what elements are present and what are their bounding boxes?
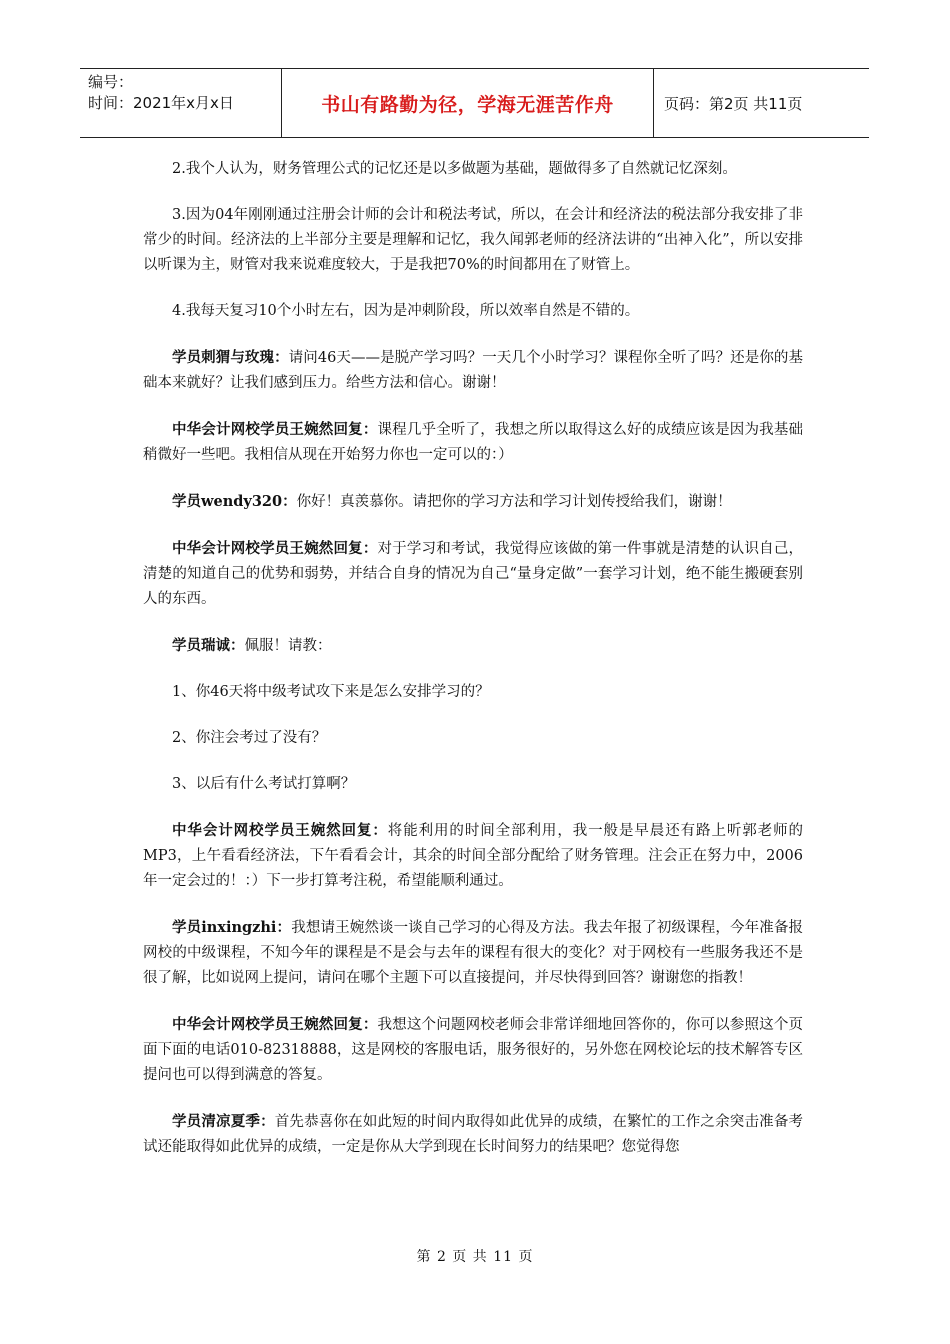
paragraph-text: 将能利用的时间全部利用，我一般是早晨还有路上听郭老师的MP3，上午看看经济法，下午看看会计，其余的时间全部分配给了财务管理。注会正在努力中，2006年一定会过的！：）下一步打算考注税，希望能顺利通过。: [143, 823, 804, 889]
header-motto: 书山有路勤为径，学海无涯苦作舟: [282, 69, 654, 137]
speaker-label: 学员清凉夏季：: [172, 1113, 275, 1130]
document-number-label: 编号：: [88, 73, 134, 91]
speaker-label: 学员刺猬与玫瑰：: [172, 349, 289, 366]
body-paragraph: [143, 157, 803, 182]
speaker-label: 中华会计网校学员王婉然回复：: [172, 540, 378, 557]
body-paragraph: [143, 1109, 803, 1160]
paragraph-text: 佩服！请教：: [244, 638, 332, 654]
body-paragraph: [143, 818, 803, 894]
body-paragraph: [143, 915, 803, 991]
paragraph-text: 我想这个问题网校老师会非常详细地回答你的，你可以参照这个页面下面的电话010-82318888，这是网校的客服电话，服务很好的，另外您在网校论坛的技术解答专区提问也可以得到满意的答复。: [143, 1017, 803, 1083]
body-paragraph: [143, 772, 803, 797]
paragraph-text: 4.我每天复习10个小时左右，因为是冲刺阶段，所以效率自然是不错的。: [172, 303, 640, 319]
header-page-info: 页码：第2页 共11页: [664, 94, 803, 113]
speaker-label: 学员瑞诚：: [172, 637, 245, 654]
body-paragraph: [143, 1012, 803, 1088]
header-meta-cell: [80, 69, 282, 137]
paragraph-text: 首先恭喜你在如此短的时间内取得如此优异的成绩，在繁忙的工作之余突击准备考试还能取得如此优异的成绩，一定是你从大学到现在长时间努力的结果吧？您觉得您: [143, 1114, 803, 1155]
document-body: [143, 157, 803, 1181]
speaker-label: 中华会计网校学员王婉然回复：: [172, 822, 388, 839]
paragraph-text: 3、以后有什么考试打算啊？: [172, 776, 356, 792]
speaker-label: 学员wendy320：: [172, 493, 297, 510]
paragraph-text: 2.我个人认为，财务管理公式的记忆还是以多做题为基础，题做得多了自然就记忆深刻。: [172, 161, 737, 177]
page-header: [80, 68, 869, 138]
page-footer: 第 2 页 共 11 页: [416, 1249, 534, 1265]
body-paragraph: [143, 633, 803, 659]
body-paragraph: [143, 345, 803, 396]
paragraph-text: 你好！真羡慕你。请把你的学习方法和学习计划传授给我们，谢谢！: [296, 494, 732, 510]
speaker-label: 中华会计网校学员王婉然回复：: [172, 421, 378, 438]
paragraph-text: 3.因为04年刚刚通过注册会计师的会计和税法考试，所以，在会计和经济法的税法部分我安排了非常少的时间。经济法的上半部分主要是理解和记忆，我久闻郭老师的经济法讲的“出神入化”，所以安排以听课为主，财管对我来说难度较大，于是我把70%的时间都用在了财管上。: [143, 207, 803, 273]
paragraph-text: 请问46天——是脱产学习吗？一天几个小时学习？课程你全听了吗？还是你的基础本来就好？让我们感到压力。给些方法和信心。谢谢！: [143, 350, 804, 391]
body-paragraph: [143, 203, 803, 278]
body-paragraph: [143, 680, 803, 705]
paragraph-text: 我想请王婉然谈一谈自己学习的心得及方法。我去年报了初级课程，今年准备报网校的中级课程，不知今年的课程是不是会与去年的课程有很大的变化？对于网校有一些服务我还不是很了解，比如说网上提问，请问在哪个主题下可以直接提问，并尽快得到回答？谢谢您的指教！: [143, 920, 804, 986]
paragraph-text: 1、你46天将中级考试攻下来是怎么安排学习的？: [172, 684, 490, 700]
body-paragraph: [143, 299, 803, 324]
body-paragraph: [143, 536, 803, 612]
paragraph-text: 对于学习和考试，我觉得应该做的第一件事就是清楚的认识自己，清楚的知道自己的优势和弱势，并结合自身的情况为自己“量身定做”一套学习计划，绝不能生搬硬套别人的东西。: [143, 541, 803, 607]
paragraph-text: 2、你注会考过了没有？: [172, 730, 327, 746]
body-paragraph: [143, 417, 803, 468]
paragraph-text: 课程几乎全听了，我想之所以取得这么好的成绩应该是因为我基础稍微好一些吧。我相信从现在开始努力你也一定可以的：）: [143, 422, 803, 463]
speaker-label: 学员inxingzhi：: [172, 919, 292, 936]
speaker-label: 中华会计网校学员王婉然回复：: [172, 1016, 378, 1033]
document-date-label: 时间：2021年x月x日: [88, 94, 234, 112]
body-paragraph: [143, 489, 803, 515]
body-paragraph: [143, 726, 803, 751]
